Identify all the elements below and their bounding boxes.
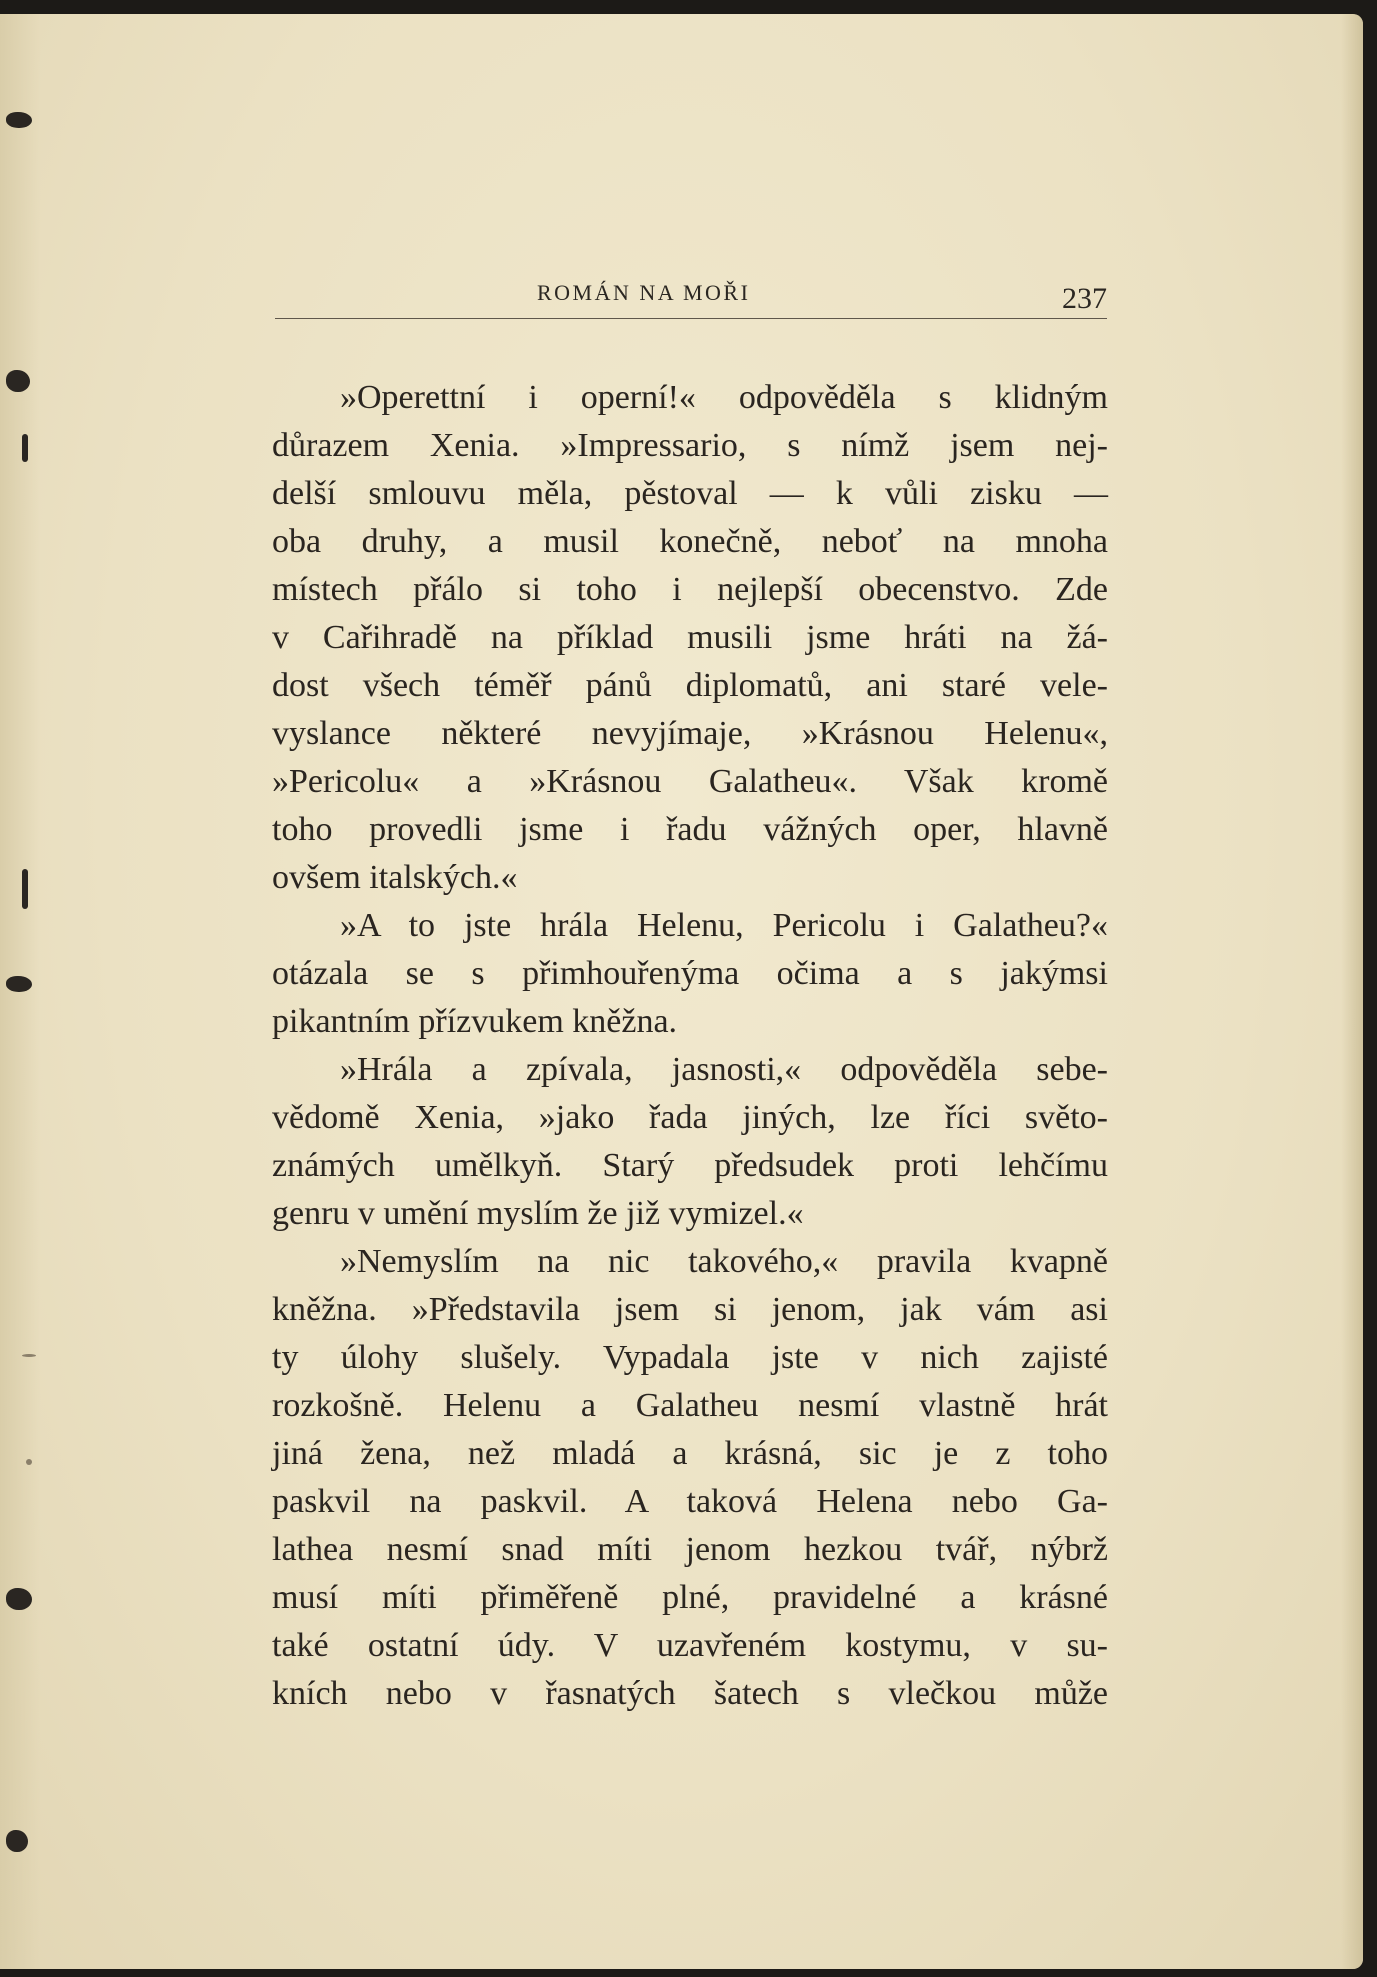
running-title: ROMÁN NA MOŘI xyxy=(537,280,751,305)
text-line: místech přálo si toho i nejlepší obecenstvo. Zde xyxy=(272,571,1108,608)
binding-mark xyxy=(22,869,28,909)
text-line: musí míti přiměřeně plné, pravidelné a krásné xyxy=(272,1579,1108,1616)
book-page xyxy=(0,14,1363,1969)
binding-mark xyxy=(26,1459,32,1465)
text-line: toho provedli jsme i řadu vážných oper, hlavně xyxy=(272,811,1108,848)
text-line: v Cařihradě na příklad musili jsme hráti na žá- xyxy=(272,619,1108,656)
body-text xyxy=(272,374,1108,1718)
text-line: vyslance některé nevyjímaje, »Krásnou Helenu«, xyxy=(272,715,1108,752)
text-line: lathea nesmí snad míti jenom hezkou tvář, nýbrž xyxy=(272,1531,1108,1568)
text-line: paskvil na paskvil. A taková Helena nebo Ga- xyxy=(272,1483,1108,1520)
text-line: ty úlohy slušely. Vypadala jste v nich zajisté xyxy=(272,1339,1108,1376)
text-line: vědomě Xenia, »jako řada jiných, lze říci světo- xyxy=(272,1099,1108,1136)
text-line: delší smlouvu měla, pěstoval — k vůli zisku — xyxy=(272,475,1108,512)
text-line: jiná žena, než mladá a krásná, sic je z toho xyxy=(272,1435,1108,1472)
binding-holes xyxy=(0,14,50,1969)
running-head xyxy=(275,262,1107,322)
text-line: »Nemyslím na nic takového,« pravila kvapně xyxy=(340,1243,1108,1280)
binding-mark xyxy=(22,434,28,462)
text-line: »Hrála a zpívala, jasnosti,« odpověděla sebe- xyxy=(340,1051,1108,1088)
text-line: kněžna. »Představila jsem si jenom, jak vám asi xyxy=(272,1291,1108,1328)
page-number: 237 xyxy=(1062,282,1107,315)
header-rule xyxy=(275,318,1107,319)
text-line: pikantním přízvukem kněžna. xyxy=(272,1003,678,1040)
text-line: dost všech téměř pánů diplomatů, ani staré vele- xyxy=(272,667,1108,704)
binding-mark xyxy=(22,1354,36,1357)
text-line: důrazem Xenia. »Impressario, s nímž jsem nej- xyxy=(272,427,1108,464)
binding-hole xyxy=(6,112,32,128)
text-line: známých umělkyň. Starý předsudek proti lehčímu xyxy=(272,1147,1108,1184)
text-line: rozkošně. Helenu a Galatheu nesmí vlastně hrát xyxy=(272,1387,1108,1424)
text-line: otázala se s přimhouřenýma očima a s jakýmsi xyxy=(272,955,1108,992)
text-line: kních nebo v řasnatých šatech s vlečkou může xyxy=(272,1675,1108,1712)
text-line: »Pericolu« a »Krásnou Galatheu«. Však kromě xyxy=(272,763,1108,800)
binding-hole xyxy=(6,1588,32,1610)
page-edge-shadow xyxy=(1341,14,1363,1969)
text-line: také ostatní údy. V uzavřeném kostymu, v su- xyxy=(272,1627,1108,1664)
text-line: ovšem italských.« xyxy=(272,859,518,896)
text-line: »Operettní i operní!« odpověděla s klidným xyxy=(340,379,1108,416)
binding-hole xyxy=(6,370,30,392)
text-line: genru v umění myslím že již vymizel.« xyxy=(272,1195,804,1232)
binding-hole xyxy=(6,976,32,992)
binding-hole xyxy=(6,1830,28,1852)
text-line: »A to jste hrála Helenu, Pericolu i Galatheu?« xyxy=(340,907,1108,944)
text-line: oba druhy, a musil konečně, neboť na mnoha xyxy=(272,523,1108,560)
